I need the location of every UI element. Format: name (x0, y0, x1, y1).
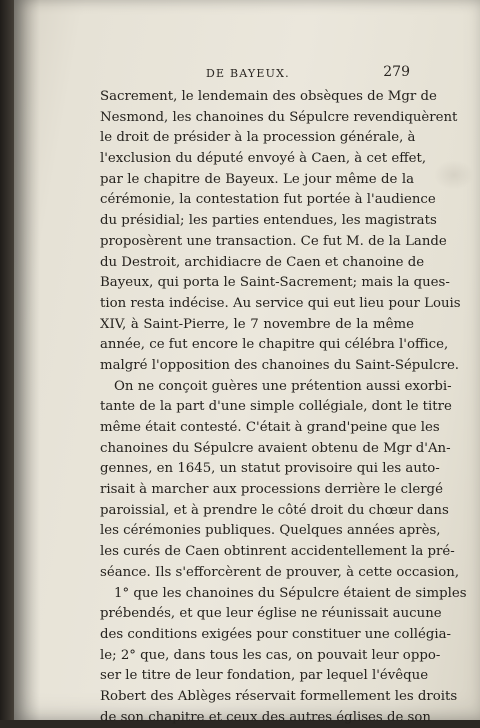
text-line: risait à marcher aux processions derrière le clergé (100, 482, 443, 498)
text-line: prébendés, et que leur église ne réunissait aucune (100, 606, 442, 622)
text-line: proposèrent une transaction. Ce fut M. de la Lande (100, 233, 447, 249)
gutter-shadow (14, 0, 40, 720)
bleed-through-mark (434, 160, 474, 190)
text-line: Robert des Ablèges réservait formellement les droits (100, 688, 458, 704)
page-header (100, 64, 410, 82)
text-line: même était contesté. C'était à grand'peine que les (100, 420, 440, 435)
text-line: du présidial; les parties entendues, les magistrats (100, 213, 437, 229)
text-line: par le chapitre de Bayeux. Le jour même de la (100, 171, 414, 187)
text-line: Bayeux, qui porta le Saint-Sacrement; mais la ques- (100, 275, 450, 291)
text-line: tion resta indécise. Au service qui eut lieu pour Louis (100, 295, 461, 311)
text-line: les curés de Caen obtinrent accidentellement la pré- (100, 544, 455, 560)
page-number: 279 (383, 64, 410, 80)
text-line: paroissial, et à prendre le côté droit du chœur dans (100, 502, 449, 518)
text-line: du Destroit, archidiacre de Caen et chanoine de (100, 254, 425, 270)
text-line: chanoines du Sépulcre avaient obtenu de Mgr d'An- (100, 440, 451, 456)
text-line: le droit de présider à la procession générale, à (100, 130, 416, 146)
body-text (100, 87, 467, 728)
text-line: de son chapitre et ceux des autres églises de son (100, 709, 431, 725)
book-page (14, 0, 480, 725)
text-line: tante de la part d'une simple collégiale, dont le titre (100, 399, 452, 415)
text-line: malgré l'opposition des chanoines du Saint-Sépulcre. (100, 357, 460, 373)
text-line: gennes, en 1645, un statut provisoire qui les auto- (100, 461, 440, 477)
text-line: On ne conçoit guères une prétention aussi exorbi- (114, 378, 452, 394)
text-line: l'exclusion du député envoyé à Caen, à cet effet, (100, 151, 427, 167)
text-line: le; 2° que, dans tous les cas, on pouvait leur oppo- (100, 647, 441, 663)
text-line: 1° que les chanoines du Sépulcre étaient de simples (114, 585, 467, 601)
text-line: des conditions exigées pour constituer une collégia- (100, 626, 452, 642)
running-head: DE BAYEUX. (206, 67, 290, 80)
text-line: année, ce fut encore le chapitre qui célébra l'office, (100, 337, 449, 353)
text-line: XIV, à Saint-Pierre, le 7 novembre de la même (100, 316, 414, 332)
text-line: Nesmond, les chanoines du Sépulcre revendiquèrent (100, 109, 458, 125)
text-line: les cérémonies publiques. Quelques années après, (100, 523, 441, 539)
text-line: ser le titre de leur fondation, par lequel l'évêque (100, 668, 429, 684)
text-line: cérémonie, la contestation fut portée à l'audience (100, 192, 436, 208)
text-line: séance. Ils s'efforcèrent de prouver, à cette occasion, (100, 564, 460, 580)
text-line: Sacrement, le lendemain des obsèques de Mgr de (100, 89, 437, 104)
